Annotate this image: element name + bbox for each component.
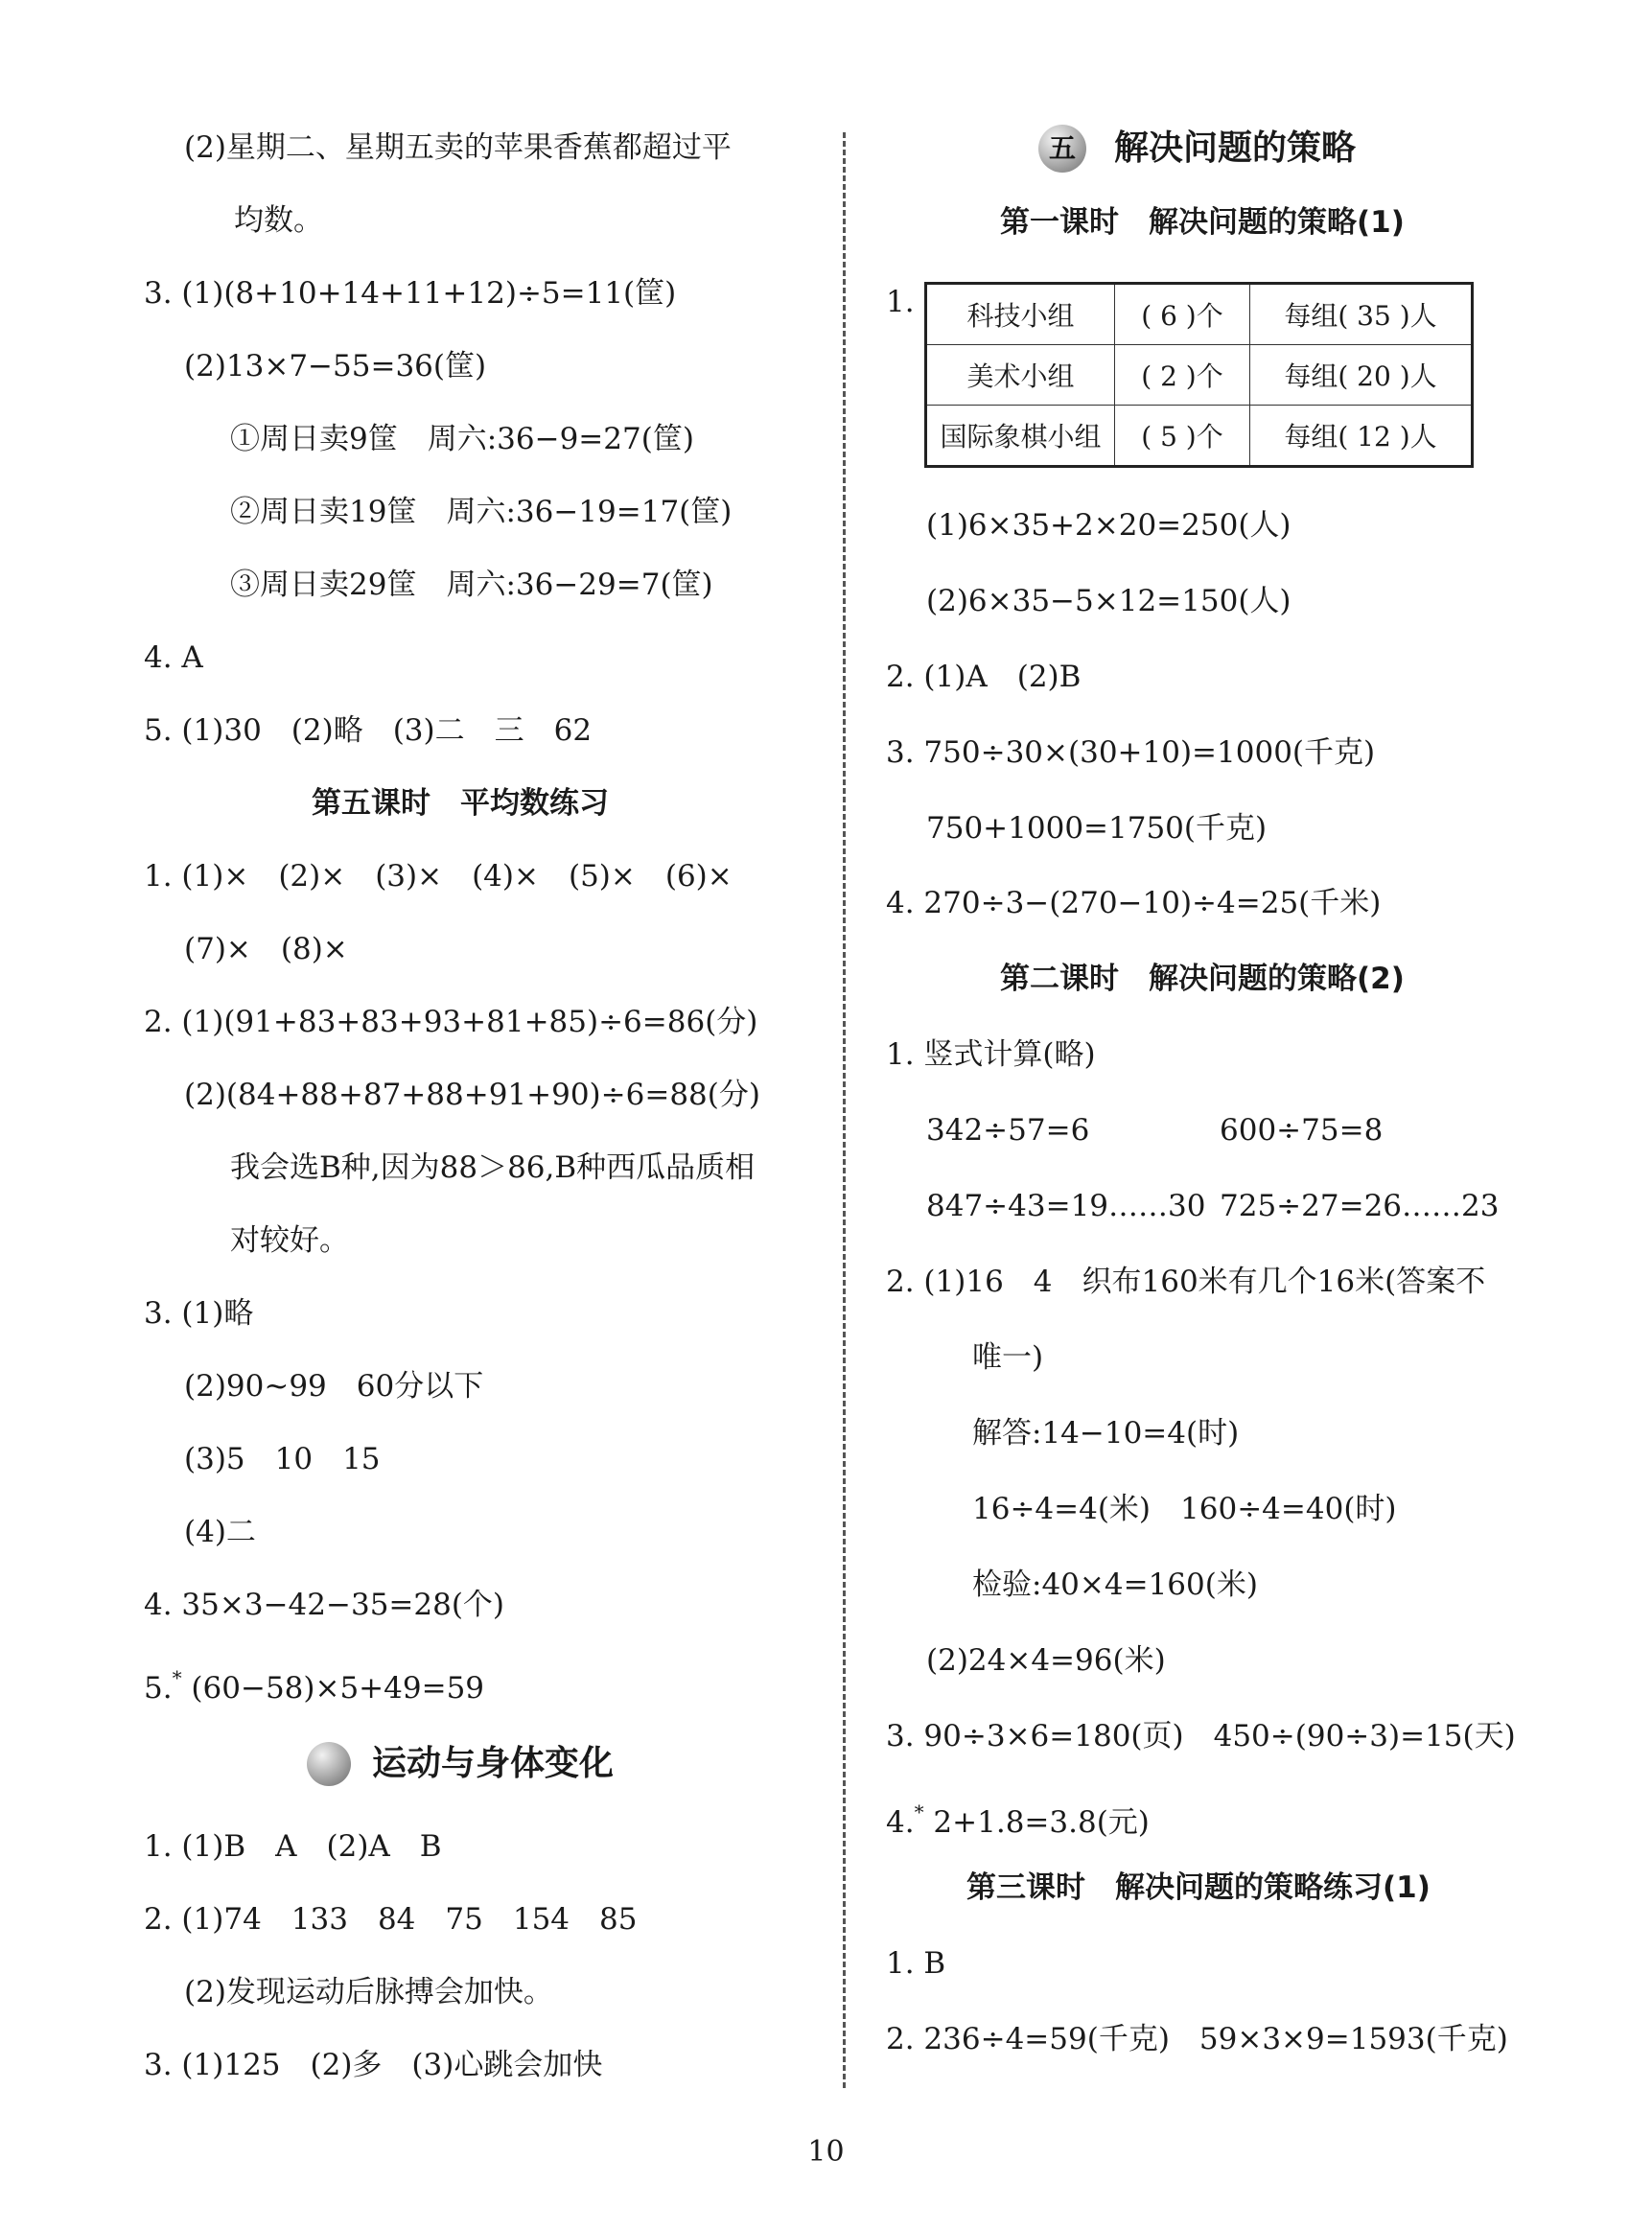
sphere-icon bbox=[307, 1742, 351, 1786]
answer-line: ①周日卖9筐 周六:36−9=27(筐) bbox=[230, 422, 694, 456]
answer-line: 3. (1)略 bbox=[144, 1296, 254, 1331]
star-mark: * bbox=[172, 1666, 182, 1689]
lesson-heading: 第二课时 解决问题的策略(2) bbox=[1000, 962, 1405, 996]
answer-line: 我会选B种,因为88＞86,B种西瓜品质相 bbox=[230, 1150, 756, 1185]
answer-text: 2+1.8=3.8(元) bbox=[923, 1805, 1150, 1840]
answer-line: 342÷57=6 bbox=[926, 1113, 1090, 1148]
chapter-badge: 五 bbox=[1038, 125, 1086, 173]
answer-line: 2. (1)16 4 织布160米有几个16米(答案不 bbox=[886, 1265, 1486, 1299]
answer-line: 1. (1)B A (2)A B bbox=[144, 1829, 442, 1864]
section-title: 解决问题的策略 bbox=[1114, 128, 1357, 168]
answer-line bbox=[144, 1659, 485, 1706]
answer-line: (1)6×35+2×20=250(人) bbox=[926, 508, 1291, 543]
column-divider bbox=[843, 132, 846, 2088]
lesson-heading: 第三课时 解决问题的策略练习(1) bbox=[966, 1870, 1431, 1905]
answer-line: 3. (1)125 (2)多 (3)心跳会加快 bbox=[144, 2048, 603, 2082]
page-number: 10 bbox=[807, 2135, 845, 2169]
answer-line: 唯一) bbox=[972, 1340, 1044, 1375]
answer-line: 847÷43=19……30 bbox=[926, 1189, 1206, 1223]
table-row bbox=[926, 406, 1473, 467]
answer-line: (7)× (8)× bbox=[184, 932, 348, 966]
answer-line: (2)24×4=96(米) bbox=[926, 1643, 1166, 1678]
table-cell: 美术小组 bbox=[926, 345, 1115, 406]
answer-line: ②周日卖19筐 周六:36−19=17(筐) bbox=[230, 495, 733, 529]
answer-line bbox=[886, 1793, 1150, 1840]
answer-line: 5. (1)30 (2)略 (3)二 三 62 bbox=[144, 713, 593, 748]
table-cell: 每组( 20 )人 bbox=[1250, 345, 1473, 406]
answer-line: 3. 90÷3×6=180(页) 450÷(90÷3)=15(天) bbox=[886, 1719, 1516, 1753]
table-cell: ( 2 )个 bbox=[1115, 345, 1250, 406]
answer-line: 对较好。 bbox=[230, 1223, 349, 1258]
table-cell: ( 5 )个 bbox=[1115, 406, 1250, 467]
table-row bbox=[926, 284, 1473, 345]
table-cell: 每组( 35 )人 bbox=[1250, 284, 1473, 345]
answer-line: 检验:40×4=160(米) bbox=[972, 1567, 1258, 1602]
question-number: 4. bbox=[886, 1805, 915, 1840]
group-table bbox=[924, 282, 1474, 468]
table-row bbox=[926, 345, 1473, 406]
answer-line: 解答:14−10=4(时) bbox=[972, 1416, 1240, 1451]
star-mark: * bbox=[914, 1800, 924, 1823]
answer-line: 2. (1)(91+83+83+93+81+85)÷6=86(分) bbox=[144, 1005, 758, 1039]
answer-line: 4. 35×3−42−35=28(个) bbox=[144, 1588, 505, 1622]
section-title: 运动与身体变化 bbox=[372, 1744, 615, 1783]
answer-line: 750+1000=1750(千克) bbox=[926, 811, 1268, 846]
lesson-heading: 第五课时 平均数练习 bbox=[312, 786, 609, 821]
answer-line: 2. (1)A (2)B bbox=[886, 660, 1082, 694]
answer-line: 均数。 bbox=[234, 203, 323, 238]
table-cell: ( 6 )个 bbox=[1115, 284, 1250, 345]
answer-line: 725÷27=26……23 bbox=[1220, 1189, 1500, 1223]
answer-line: ③周日卖29筐 周六:36−29=7(筐) bbox=[230, 568, 713, 602]
answer-line: 2. 236÷4=59(千克) 59×3×9=1593(千克) bbox=[886, 2022, 1508, 2056]
answer-line: 4. 270÷3−(270−10)÷4=25(千米) bbox=[886, 886, 1382, 920]
answer-line: 1. 竖式计算(略) bbox=[886, 1037, 1096, 1072]
question-number: 5. bbox=[144, 1671, 173, 1706]
answer-line: (2)星期二、星期五卖的苹果香蕉都超过平 bbox=[184, 130, 732, 165]
table-cell: 国际象棋小组 bbox=[926, 406, 1115, 467]
answer-line: 16÷4=4(米) 160÷4=40(时) bbox=[972, 1492, 1397, 1526]
answer-line: 4. A bbox=[144, 640, 203, 675]
answer-line: 3. 750÷30×(30+10)=1000(千克) bbox=[886, 735, 1376, 770]
answer-line: (2)(84+88+87+88+91+90)÷6=88(分) bbox=[184, 1078, 760, 1112]
answer-line: (2)发现运动后脉搏会加快。 bbox=[184, 1975, 553, 2009]
table-cell: 每组( 12 )人 bbox=[1250, 406, 1473, 467]
answer-line: 2. (1)74 133 84 75 154 85 bbox=[144, 1902, 638, 1937]
answer-line: (3)5 10 15 bbox=[184, 1442, 381, 1476]
answer-line: 600÷75=8 bbox=[1220, 1113, 1384, 1148]
lesson-heading: 第一课时 解决问题的策略(1) bbox=[1000, 205, 1405, 240]
answer-line: (2)90~99 60分以下 bbox=[184, 1369, 484, 1404]
answer-line: 1. B bbox=[886, 1946, 946, 1981]
answer-line: 3. (1)(8+10+14+11+12)÷5=11(筐) bbox=[144, 276, 677, 311]
answer-line: (2)6×35−5×12=150(人) bbox=[926, 584, 1291, 618]
table-cell: 科技小组 bbox=[926, 284, 1115, 345]
answer-line: (4)二 bbox=[184, 1515, 256, 1549]
answer-text: (60−58)×5+49=59 bbox=[181, 1671, 485, 1706]
question-number: 1. bbox=[886, 285, 915, 319]
answer-line: (2)13×7−55=36(筐) bbox=[184, 349, 487, 383]
answer-line: 1. (1)× (2)× (3)× (4)× (5)× (6)× bbox=[144, 859, 733, 894]
